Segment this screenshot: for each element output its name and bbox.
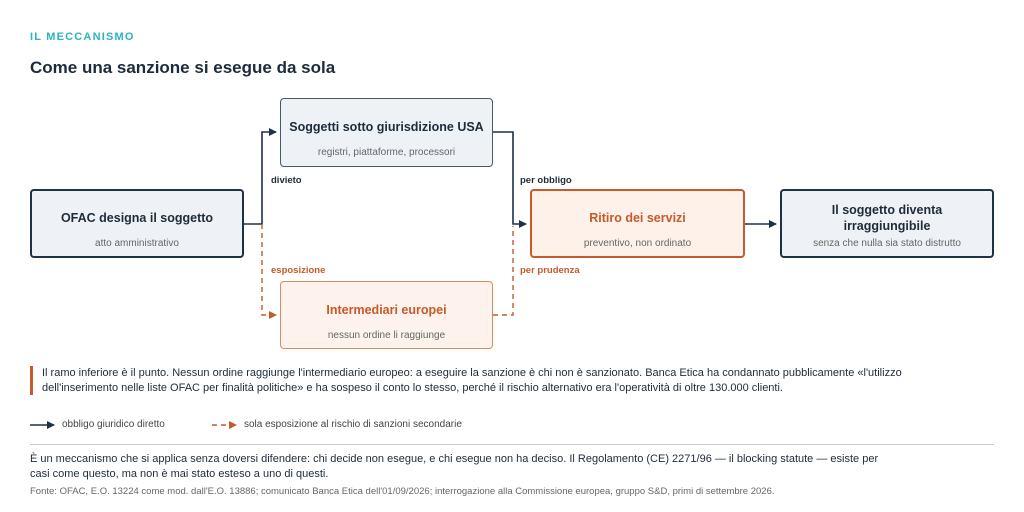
source-line: Fonte: OFAC, E.O. 13224 come mod. dall'E.O. 13886; comunicato Banca Etica dell'01/09/2026; interrogazione alla Commissione europea, gruppo S&D, primi di settembre 2026. [30,486,775,497]
node-eu-title: Intermediari europei [326,303,447,317]
node-ofac [30,189,244,258]
callout-note: Il ramo inferiore è il punto. Nessun ordine raggiunge l'intermediario europeo: a eseguire la sanzione è chi non è sanzionato. Banca Etica ha condannato pubblicamente «l'utilizzo dell'inserimento nelle liste OFAC per finalità politiche» e ha sospeso il conto lo stesso, perché il rischio alternativo era l'operatività di oltre 130.000 clienti. [30,366,902,395]
edge-eu-ritiro [493,226,513,315]
footer-text: È un meccanismo che si applica senza doversi difendere: chi decide non esegue, e chi esegue non ha deciso. Il Regolamento (CE) 2271/96 — il blocking statute — esiste per casi come questo, ma non è mai stato esteso a uno di questi. [30,453,879,480]
edge-label-per-obbligo: per obbligo [520,175,572,186]
node-ofac-title: OFAC designa il soggetto [60,211,214,225]
legend-dashed-label: sola esposizione al rischio di sanzioni secondarie [244,419,462,430]
node-ritiro-subtitle: preventivo, non ordinato [583,238,692,249]
node-irr-title: Il soggetto diventa irraggiungibile [831,203,943,233]
divider [30,444,994,445]
node-usa [280,98,493,167]
legend-solid-label: obbligo giuridico diretto [62,419,165,430]
node-ofac-subtitle: atto amministrativo [95,238,179,249]
node-ritiro [530,189,745,258]
page-title: Come una sanzione si esegue da sola [30,58,336,77]
edge-label-esposizione: esposizione [271,265,326,276]
node-ritiro-title: Ritiro dei servizi [589,211,686,225]
section-kicker: IL MECCANISMO [30,31,135,43]
edge-label-per-prudenza: per prudenza [520,265,580,276]
node-irraggiungibile [780,189,994,258]
edge-label-divieto: divieto [271,175,302,186]
node-usa-subtitle: registri, piattaforme, processori [317,147,456,158]
node-irr-subtitle: senza che nulla sia stato distrutto [813,238,961,249]
node-usa-title: Soggetti sotto giurisdizione USA [289,120,484,134]
node-eu [280,281,493,349]
node-eu-subtitle: nessun ordine li raggiunge [327,330,446,341]
